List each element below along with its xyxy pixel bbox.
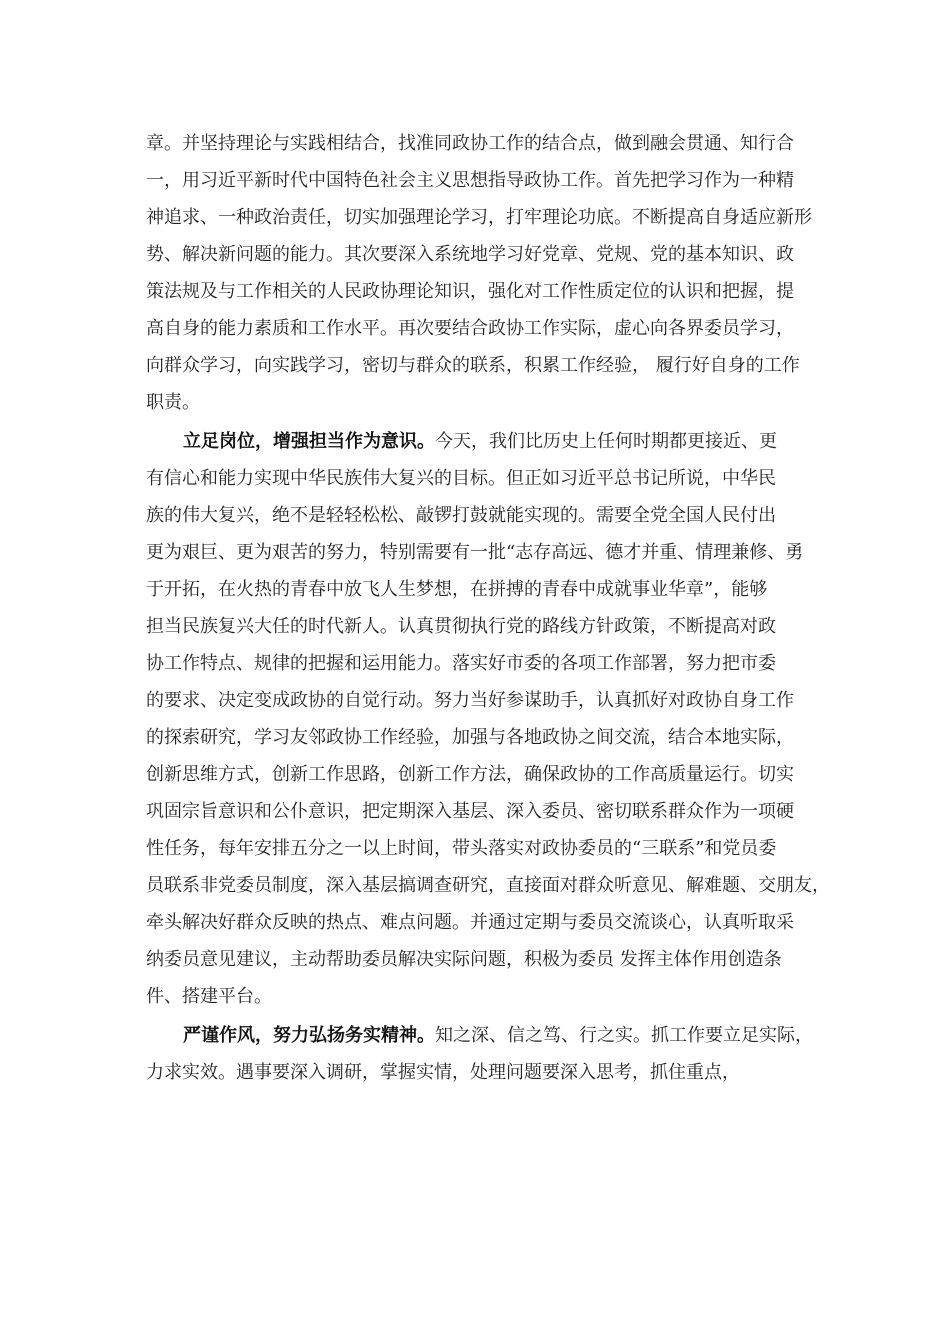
text-line: 族的伟大复兴，绝不是轻轻松松、敲锣打鼓就能实现的。需要全党全国人民付出 [146, 505, 776, 526]
text-line: 牵头解决好群众反映的热点、难点问题。并通过定期与委员交流谈心，认真听取采 [146, 912, 794, 933]
text-line: 员联系非党委员制度，深入基层搞调查研究，直接面对群众听意见、解难题、交朋友， [146, 875, 830, 896]
text-line: 高自身的能力素质和工作水平。再次要结合政协工作实际，虚心向各界委员学习， [146, 318, 794, 339]
text-line: 件、搭建平台。 [146, 986, 272, 1007]
text-line: 更为艰巨、更为艰苦的努力，特别需要有一批“志存高远、德才并重、情理兼修、勇 [146, 542, 804, 563]
paragraph-first-line [183, 1024, 813, 1048]
text-line: 神追求、一种政治责任，切实加强理论学习，打牢理论功底。不断提高自身适应新形 [146, 207, 812, 228]
text-line: 职责。 [146, 392, 200, 413]
paragraph-first-line [183, 430, 777, 454]
text-line: 向群众学习，向实践学习，密切与群众的联系，积累工作经验， 履行好自身的工作 [146, 355, 800, 376]
text-line: 章。并坚持理论与实践相结合，找准同政协工作的结合点，做到融会贯通、知行合 [146, 133, 794, 154]
text-line: 巩固宗旨意识和公仆意识，把定期深入基层、深入委员、密切联系群众作为一项硬 [146, 801, 794, 822]
text-line: 力求实效。遇事要深入调研，掌握实情，处理问题要深入思考，抓住重点， [146, 1062, 740, 1083]
text-line: 的探索研究，学习友邻政协工作经验，加强与各地政协之间交流，结合本地实际， [146, 727, 794, 748]
text-line: 策法规及与工作相关的人民政协理论知识，强化对工作性质定位的认识和把握，提 [146, 281, 794, 302]
text-line: 一，用习近平新时代中国特色社会主义思想指导政协工作。首先把学习作为一种精 [146, 170, 794, 191]
text-line: 性任务，每年安排五分之一以上时间，带头落实对政协委员的“三联系”和党员委 [146, 838, 777, 859]
text-line: 于开拓，在火热的青春中放飞人生梦想，在拼搏的青春中成就事业华章”，能够 [146, 579, 768, 600]
paragraph-heading: 立足岗位，增强担当作为意识。 [183, 431, 435, 452]
text-line: 的要求、决定变成政协的自觉行动。努力当好参谋助手，认真抓好对政协自身工作 [146, 690, 794, 711]
text-line: 纳委员意见建议，主动帮助委员解决实际问题，积极为委员 发挥主体作用创造条 [146, 949, 782, 970]
text-line: 创新思维方式，创新工作思路，创新工作方法，确保政协的工作高质量运行。切实 [146, 764, 794, 785]
text-line: 有信心和能力实现中华民族伟大复兴的目标。但正如习近平总书记所说，中华民 [146, 468, 776, 489]
text-span: 知之深、信之笃、行之实。抓工作要立足实际， [435, 1025, 813, 1046]
paragraph-heading: 严谨作风，努力弘扬务实精神。 [183, 1025, 435, 1046]
text-line: 担当民族复兴大任的时代新人。认真贯彻执行党的路线方针政策，不断提高对政 [146, 616, 776, 637]
text-span: 今天，我们比历史上任何时期都更接近、更 [435, 431, 777, 452]
text-line: 势、解决新问题的能力。其次要深入系统地学习好党章、党规、党的基本知识、政 [146, 244, 794, 265]
text-line: 协工作特点、规律的把握和运用能力。落实好市委的各项工作部署，努力把市委 [146, 653, 776, 674]
